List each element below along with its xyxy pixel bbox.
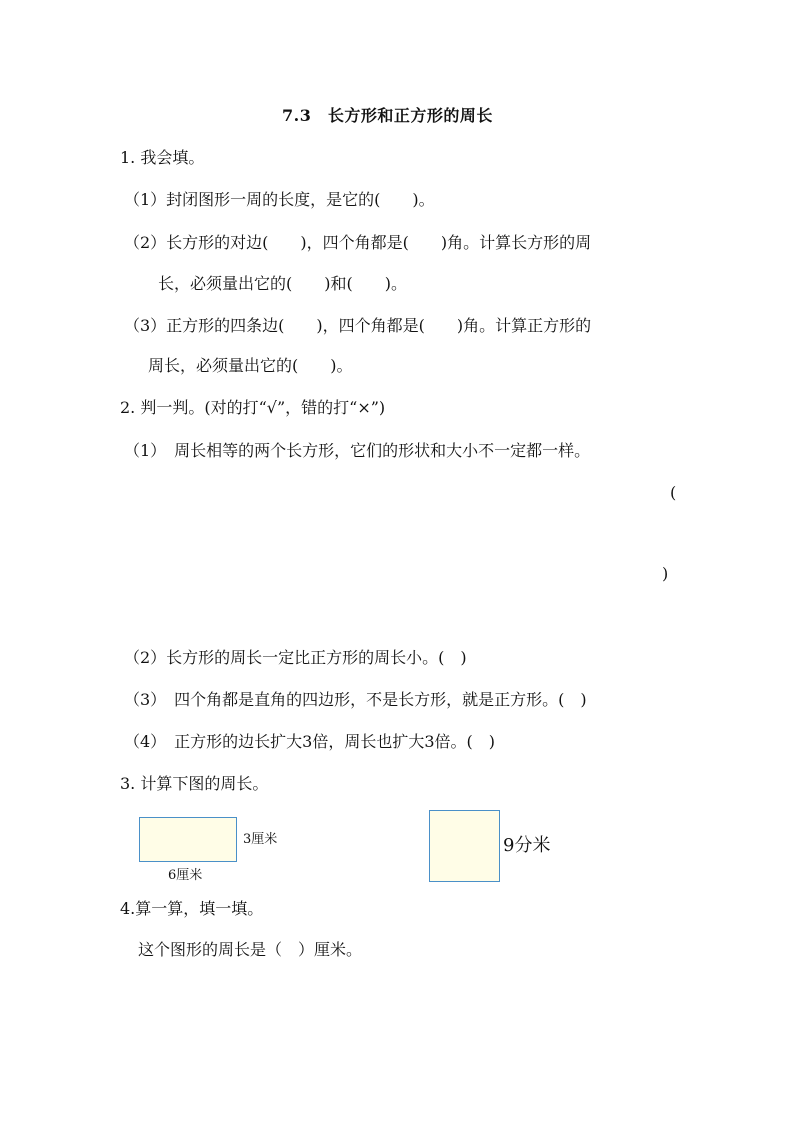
square-side-label: 9分米 (503, 835, 551, 856)
section-4-heading: 4.算一算，填一填。 (120, 899, 264, 918)
page-title: 7.3 长方形和正方形的周长 (282, 106, 493, 125)
question-2-1-answer-close-paren: ) (662, 564, 669, 583)
question-1-2-line-2: 长，必须量出它的( )和( )。 (158, 274, 407, 293)
question-1-3-line-1: （3）正方形的四条边( )，四个角都是( )角。计算正方形的 (124, 316, 592, 335)
question-1-1: （1）封闭图形一周的长度，是它的( )。 (124, 190, 435, 209)
question-2-1-answer-open-paren: ( (670, 483, 677, 502)
question-1-3-line-2: 周长，必须量出它的( )。 (148, 356, 353, 375)
question-2-2: （2）长方形的周长一定比正方形的周长小。( ) (124, 648, 467, 667)
section-2-heading: 2. 判一判。(对的打“√”，错的打“×”) (120, 398, 386, 417)
section-1-heading: 1. 我会填。 (120, 148, 205, 167)
rectangle-figure (139, 817, 237, 862)
question-2-3: （3） 四个角都是直角的四边形，不是长方形，就是正方形。( ) (124, 690, 587, 709)
rectangle-length-label: 6厘米 (168, 868, 203, 883)
rectangle-width-label: 3厘米 (243, 832, 278, 847)
section-3-heading: 3. 计算下图的周长。 (120, 774, 269, 793)
question-4-line: 这个图形的周长是（ ）厘米。 (138, 940, 363, 959)
square-figure (429, 810, 500, 882)
question-2-1: （1） 周长相等的两个长方形，它们的形状和大小不一定都一样。 (124, 441, 591, 460)
question-1-2-line-1: （2）长方形的对边( )，四个角都是( )角。计算长方形的周 (124, 233, 592, 252)
question-2-4: （4） 正方形的边长扩大3倍，周长也扩大3倍。( ) (124, 732, 496, 751)
